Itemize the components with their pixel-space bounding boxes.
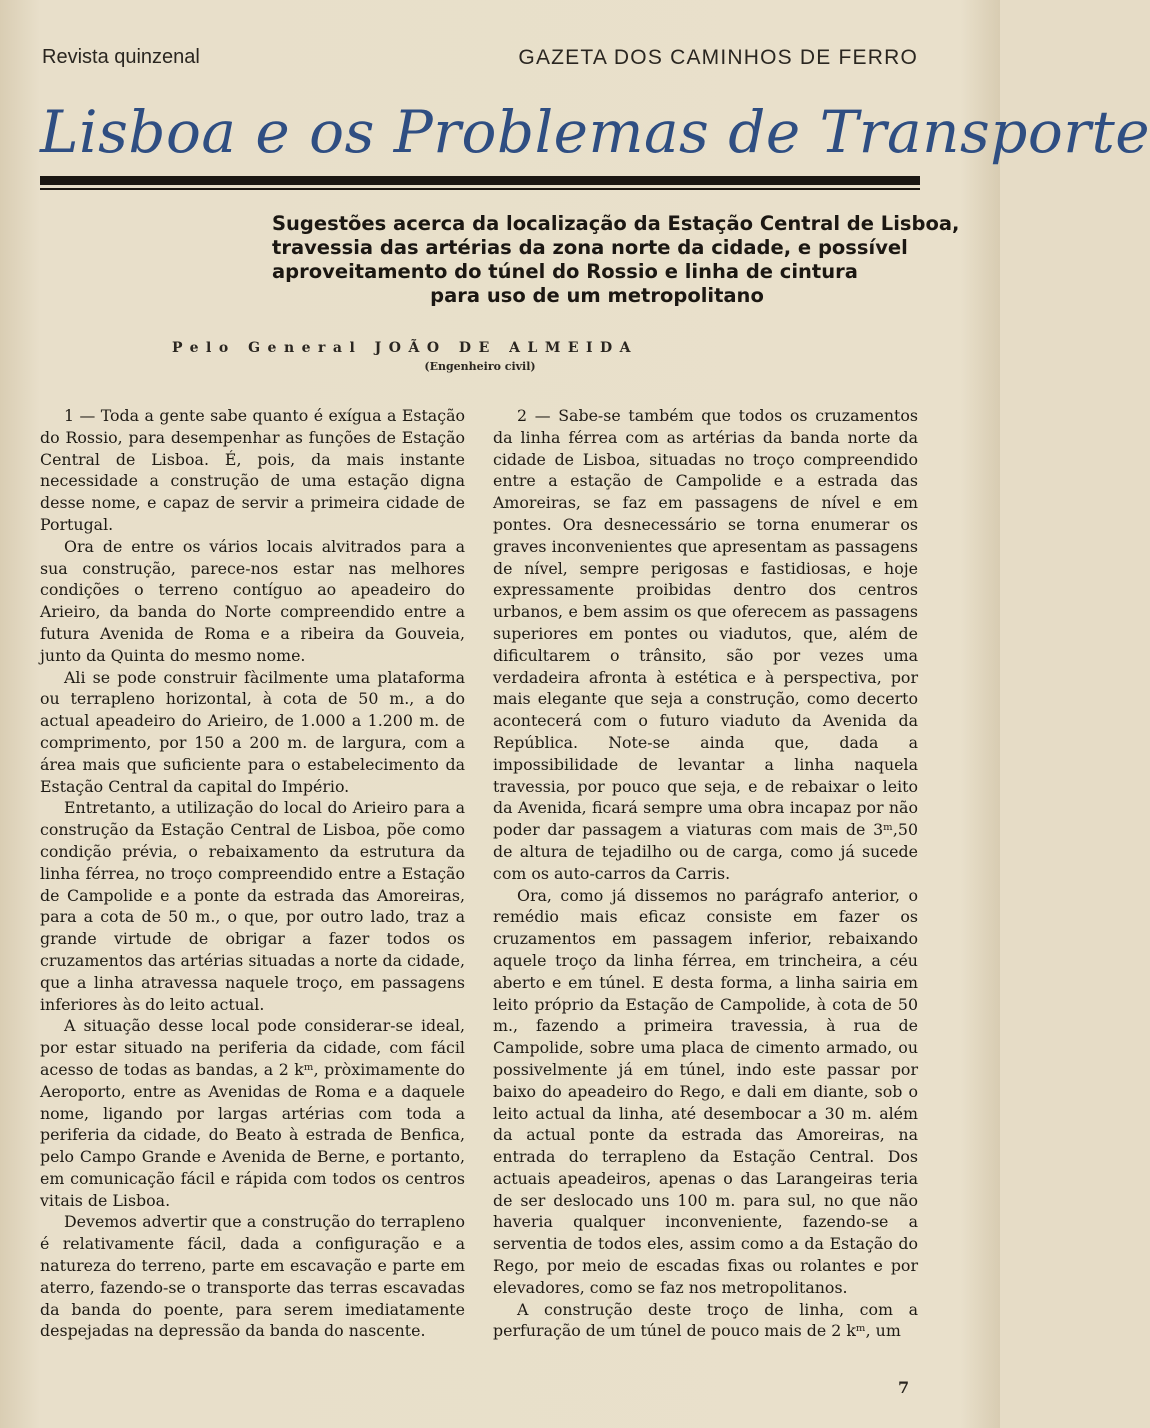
author-byline: Pelo General JOÃO DE ALMEIDA [172,340,639,356]
subtitle-line: para uso de um metropolitano [430,284,764,307]
title-rule-thick [40,176,920,185]
header-magazine-name: GAZETA DOS CAMINHOS DE FERRO [518,46,918,69]
subtitle-line: Sugestões acerca da localização da Estação Central de Lisboa, [272,212,960,235]
header-publication-frequency: Revista quinzenal [42,46,200,68]
paragraph: Entretanto, a utilização do local do Arieiro para a construção da Estação Central de Lisboa, põe como condição prévia, o rebaixamento da estrutura da linha férrea, no troço compreendido entre a Estação de Campolide e a ponte da estrada das Amoreiras, para a cota de 50 m., o que, por outro lado, traz a grande virtude de obrigar a fazer todos os cruzamentos das artérias situadas a norte da cidade, que a linha atravessa naquele troço, em passagens inferiores às do leito actual. [40,798,465,1014]
text-column-left [40,405,465,1342]
author-profession: (Engenheiro civil) [424,360,536,373]
page-number: 7 [898,1378,910,1397]
paragraph: Ali se pode construir fàcilmente uma plataforma ou terrapleno horizontal, à cota de 50 m., a do actual apeadeiro do Arieiro, de 1.000 a 1.200 m. de comprimento, por 150 a 200 m. de largura, com a área mais que suficiente para o estabelecimento da Estação Central da capital do Império. [40,667,465,796]
subtitle-line: aproveitamento do túnel do Rossio e linha de cintura [272,260,858,283]
text-column-right [493,405,918,1342]
article-subtitle [272,212,960,308]
paragraph: Ora de entre os vários locais alvitrados para a sua construção, parece-nos estar nas melhores condições o terreno contíguo ao apeadeiro do Arieiro, da banda do Norte compreendido entre a futura Avenida de Roma e a ribeira da Gouveia, junto da Quinta do mesmo nome. [40,536,465,665]
subtitle-line: travessia das artérias da zona norte da cidade, e possível [272,236,908,259]
paragraph: 1 — Toda a gente sabe quanto é exígua a Estação do Rossio, para desempenhar as funções de Estação Central de Lisboa. É, pois, da mais instante necessidade a construção de uma estação digna desse nome, e capaz de servir a primeira cidade de Portugal. [40,406,465,534]
article-title: Lisboa e os Problemas de Transporte [40,98,1150,166]
paragraph: 2 — Sabe-se também que todos os cruzamentos da linha férrea com as artérias da banda norte da cidade de Lisboa, situadas no troço compreendido entre a estação de Campolide e a estrada das Amoreiras, se faz em passagens de nível e em pontes. Ora desnecessário se torna enumerar os graves inconvenientes que apresentam as passagens de nível, sempre perigosas e fastidiosas, e hoje expressamente proibidas dentro dos centros urbanos, e bem assim os que oferecem as passagens superiores em pontes ou viadutos, que, além de dificultarem o trânsito, são por vezes uma verdadeira afronta à estética e à perspectiva, por mais elegante que seja a construção, como decerto acontecerá com o futuro viaduto da Avenida da República. Note-se ainda que, dada a impossibilidade de levantar a linha naquela travessia, por pouco que seja, e de rebaixar o leito da Avenida, ficará sempre uma obra incapaz por não poder dar passagem a viaturas com mais de 3ᵐ,50 de altura de tejadilho ou de carga, como já sucede com os auto-carros da Carris. [493,406,918,883]
paragraph: A situação desse local pode considerar-se ideal, por estar situado na periferia da cidade, com fácil acesso de todas as bandas, a 2 kᵐ, pròximamente do Aeroporto, entre as Avenidas de Roma e a daquele nome, ligando por largas artérias com toda a periferia da cidade, do Beato à estrada de Benfica, pelo Campo Grande e Avenida de Berne, e portanto, em comunicação fácil e rápida com todos os centros vitais de Lisboa. [40,1016,465,1210]
title-rule-thin [40,188,920,190]
paragraph: Ora, como já dissemos no parágrafo anterior, o remédio mais eficaz consiste em fazer os cruzamentos em passagem inferior, rebaixando aquele troço da linha férrea, em trincheira, a céu aberto e em túnel. E desta forma, a linha sairia em leito próprio da Estação de Campolide, à cota de 50 m., fazendo a primeira travessia, à rua de Campolide, sobre uma placa de cimento armado, ou possivelmente já em túnel, indo este passar por baixo do apeadeiro do Rego, e dali em diante, sob o leito actual da linha, até desembocar a 30 m. além da actual ponte da estrada das Amoreiras, na entrada do terrapleno da Estação Central. Dos actuais apeadeiros, apenas o das Larangeiras teria de ser deslocado uns 100 m. para sul, no que não haveria qualquer inconveniente, fazendo-se a serventia de todos eles, assim como a da Estação do Rego, por meio de escadas fixas ou rolantes e por elevadores, como se faz nos metropolitanos. [493,885,918,1297]
paragraph: A construção deste troço de linha, com a perfuração de um túnel de pouco mais de 2 kᵐ, um [493,1299,918,1341]
paragraph: Devemos advertir que a construção do terrapleno é relativamente fácil, dada a configuração e a natureza do terreno, parte em escavação e parte em aterro, fazendo-se o transporte das terras escavadas da banda do poente, para serem imediatamente despejadas na depressão da banda do nascente. [40,1212,465,1341]
